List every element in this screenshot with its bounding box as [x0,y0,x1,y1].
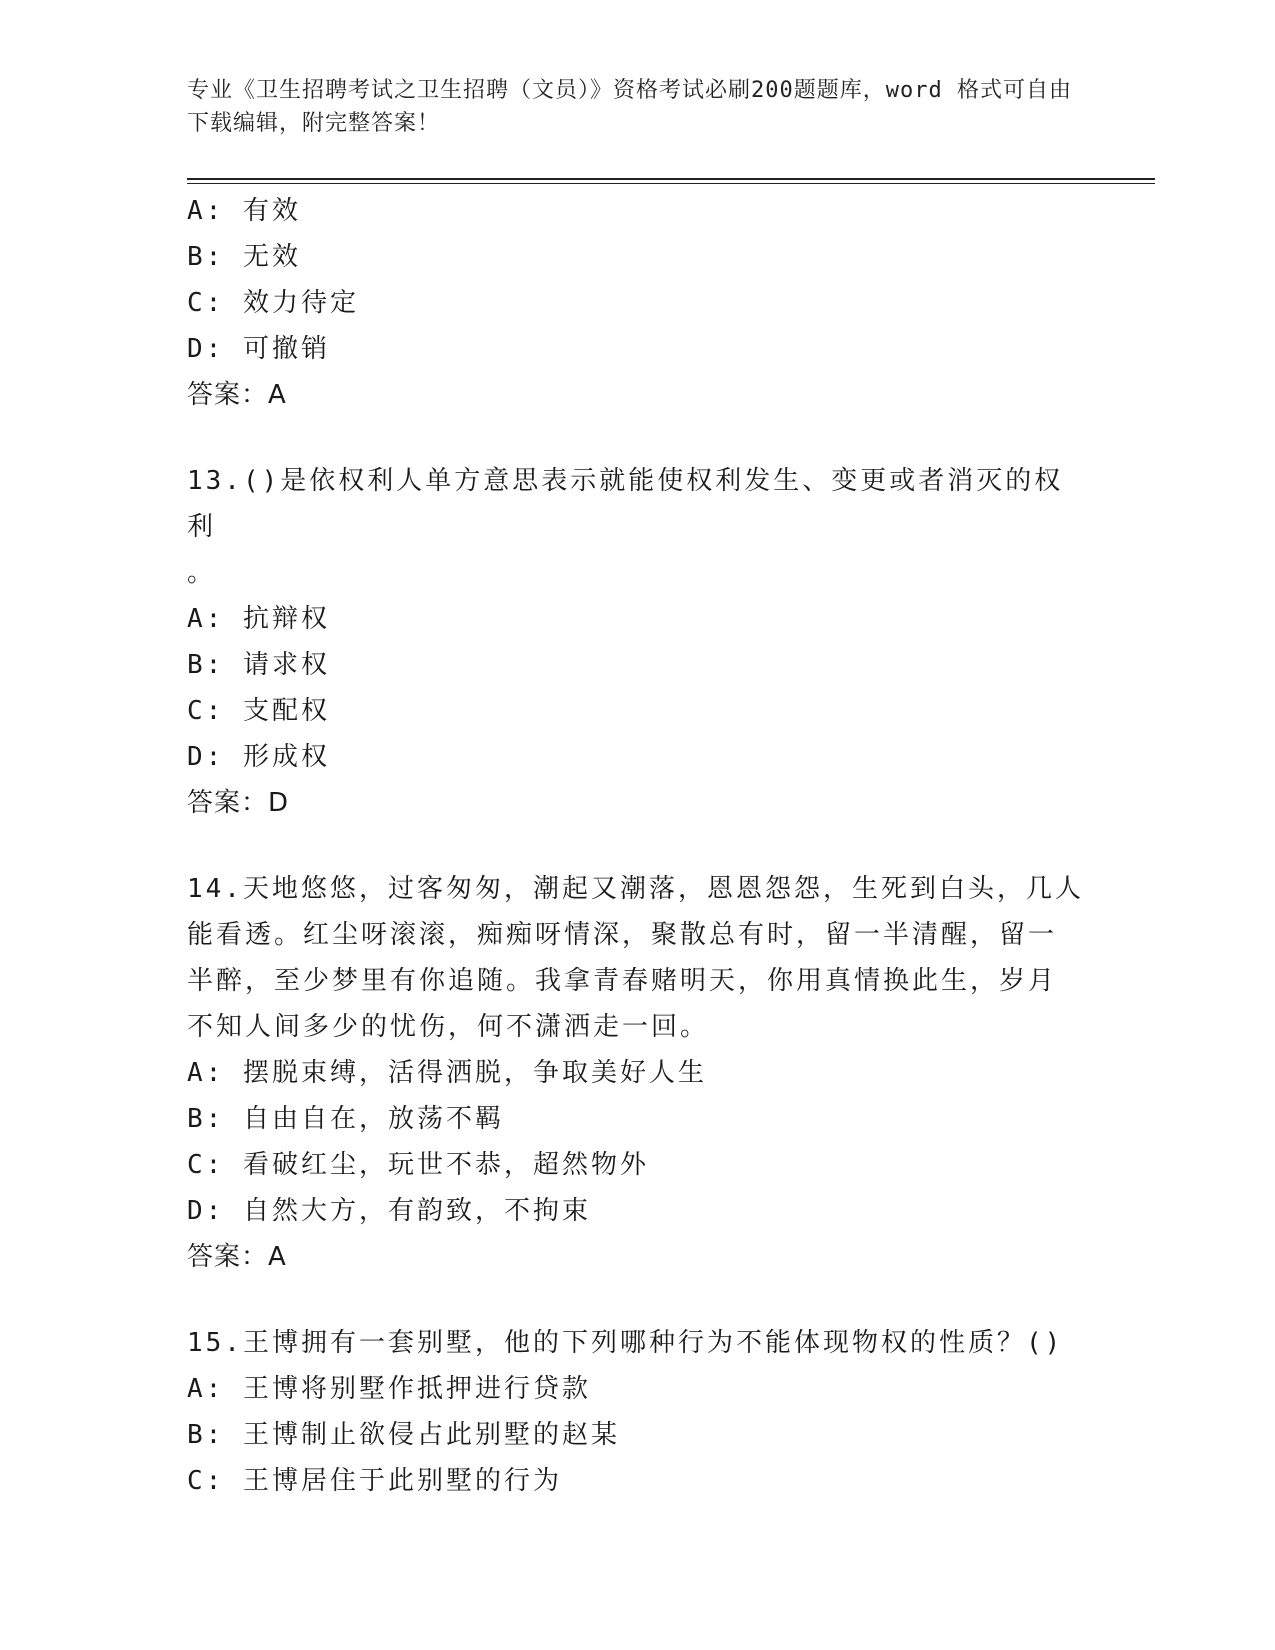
option-a: A: 王博将别墅作抵押进行贷款 [187,1374,591,1404]
option-d: D: 可撤销 [187,334,330,364]
question-stem-continuation: 不知人间多少的忧伤，何不潇洒走一回。 [187,1012,710,1042]
option-b: B: 王博制止欲侵占此别墅的赵某 [187,1420,620,1450]
question-stem-continuation: 。 [187,558,217,588]
document-header: 专业《卫生招聘考试之卫生招聘（文员）》资格考试必刷200题题库，word 格式可自由下载编辑，附完整答案！ [187,78,1072,136]
option-c: C: 效力待定 [187,288,359,318]
option-d: D: 自然大方，有韵致，不拘束 [187,1196,591,1226]
option-c: C: 支配权 [187,696,330,726]
option-c: C: 王博居住于此别墅的行为 [187,1466,562,1496]
option-a: A: 摆脱束缚，活得洒脱，争取美好人生 [187,1058,707,1088]
option-a: A: 抗辩权 [187,604,330,634]
question-stem: 15.王博拥有一套别墅，他的下列哪种行为不能体现物权的性质？() [187,1328,1064,1358]
option-c: C: 看破红尘，玩世不恭，超然物外 [187,1150,649,1180]
question-stem: 14.天地悠悠，过客匆匆，潮起又潮落，恩恩怨怨，生死到白头，几人 [187,874,1084,904]
option-b: B: 无效 [187,242,301,272]
option-b: B: 自由自在，放荡不羁 [187,1104,504,1134]
question-14-block [187,866,1087,1280]
question-13-block [187,458,1087,826]
spacer [187,1280,1087,1320]
document-body [187,188,1087,1504]
answer-line: 答案：A [187,1242,287,1272]
question-stem-continuation: 能看透。红尘呀滚滚，痴痴呀情深，聚散总有时，留一半清醒，留一 [187,920,1058,950]
question-15-block [187,1320,1087,1504]
header-rule-thin [187,183,1155,184]
option-b: B: 请求权 [187,650,330,680]
question-12-block [187,188,1087,418]
answer-line: 答案：A [187,380,287,410]
spacer [187,826,1087,866]
answer-line: 答案：D [187,788,290,818]
spacer [187,418,1087,458]
question-stem: 13.()是依权利人单方意思表示就能使权利发生、变更或者消灭的权利 [187,466,1064,542]
question-stem-continuation: 半醉，至少梦里有你追随。我拿青春赌明天，你用真情换此生，岁月 [187,966,1058,996]
option-a: A: 有效 [187,196,301,226]
option-d: D: 形成权 [187,742,330,772]
header-rule-thick [187,178,1155,180]
